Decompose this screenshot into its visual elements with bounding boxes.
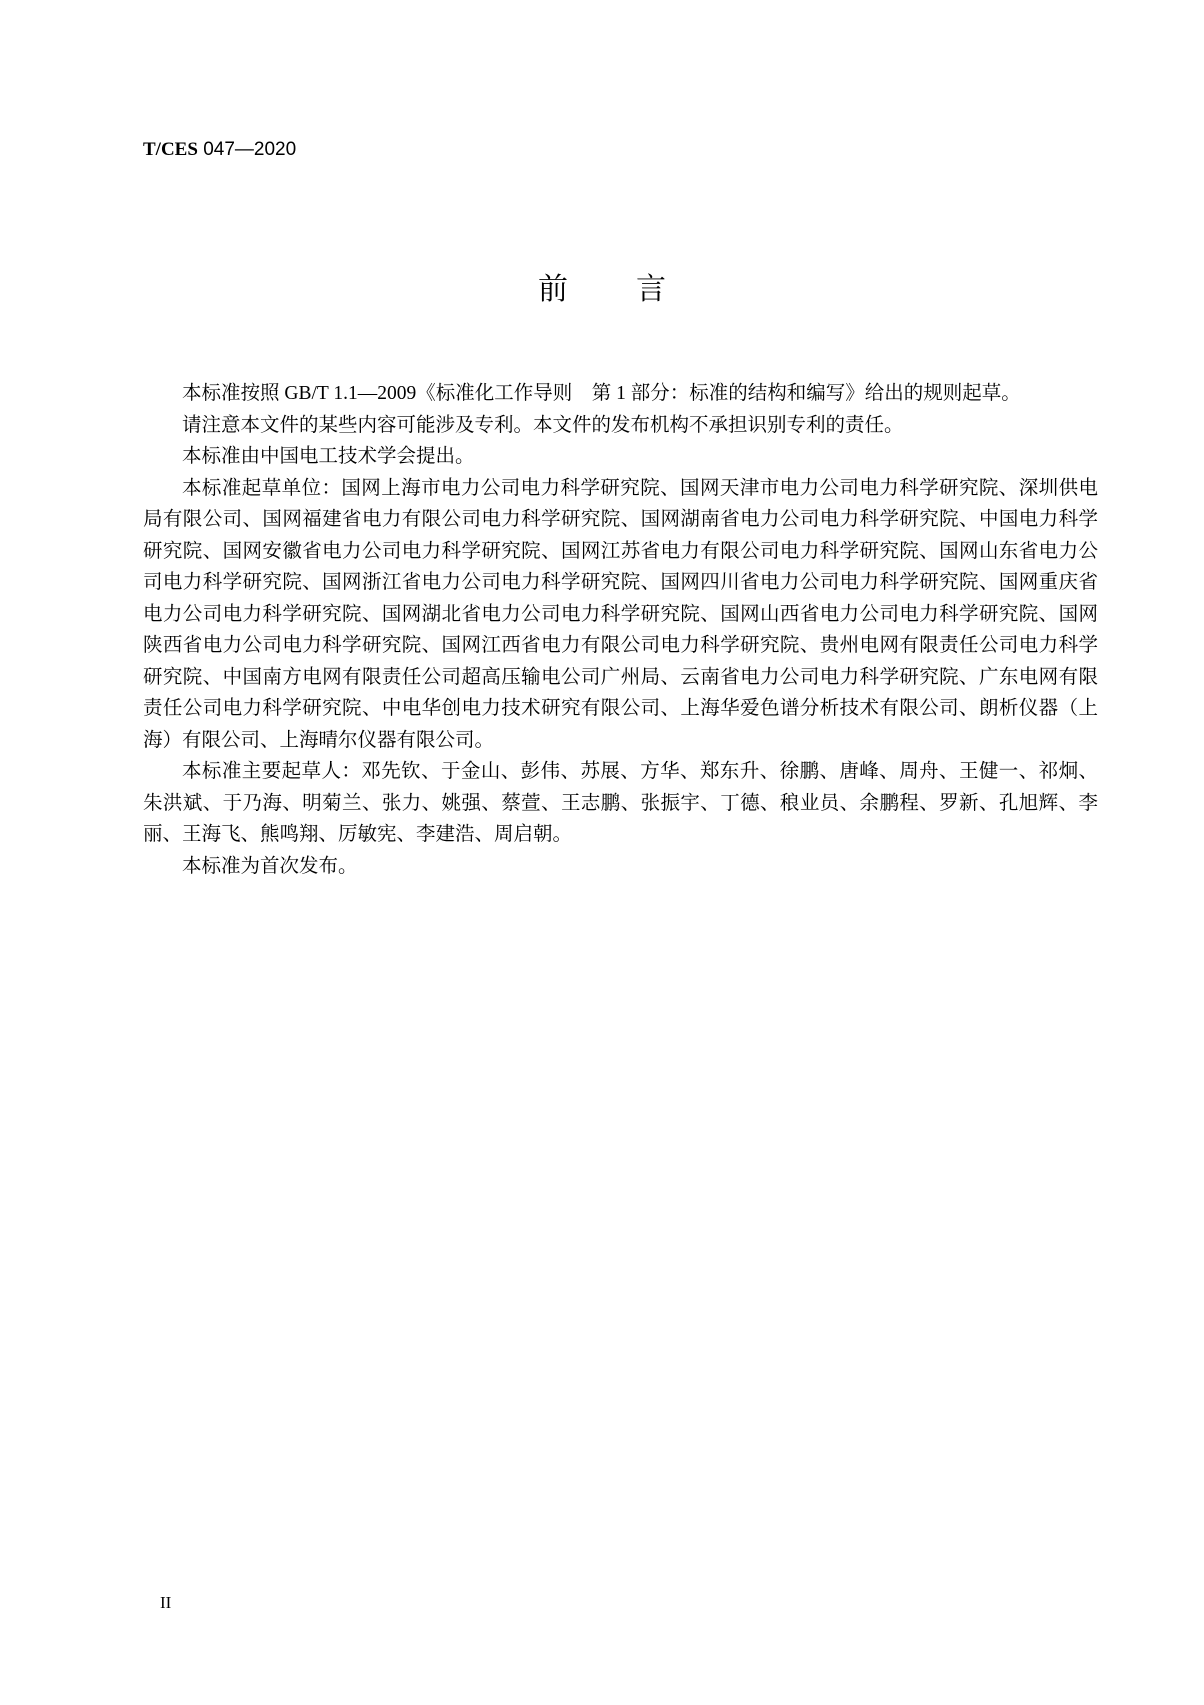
paragraph-first-release: 本标准为首次发布。 <box>182 855 358 877</box>
title-char-2: 言 <box>636 272 666 307</box>
page-number: II <box>160 1593 172 1612</box>
standard-code-header <box>143 138 296 162</box>
standard-code-prefix: T/CES <box>143 139 198 160</box>
paragraph-drafting-rules: 本标准按照 GB/T 1.1—2009《标准化工作导则 第 1 部分：标准的结构和编写》给出的规则起草。 <box>182 383 1021 404</box>
paragraph-proposer: 本标准由中国电工技术学会提出。 <box>182 446 475 467</box>
paragraph-main-drafters: 本标准主要起草人：邓先钦、于金山、彭伟、苏展、方华、郑东升、徐鹏、唐峰、周舟、王健一、祁炯、朱洪斌、于乃海、明菊兰、张力、姚强、蔡萱、王志鹏、张振宇、丁德、稂业员、余鹏程、罗新、孔旭辉、李丽、王海飞、熊鸣翔、厉敏宪、李建浩、周启朝。 <box>143 761 1098 845</box>
standard-code-number: 047—2020 <box>197 139 297 160</box>
foreword-body <box>143 378 1098 882</box>
page-title <box>0 270 1204 310</box>
paragraph-patent-notice: 请注意本文件的某些内容可能涉及专利。本文件的发布机构不承担识别专利的责任。 <box>182 414 904 436</box>
title-char-1: 前 <box>538 272 568 307</box>
paragraph-drafting-units: 本标准起草单位：国网上海市电力公司电力科学研究院、国网天津市电力公司电力科学研究院、深圳供电局有限公司、国网福建省电力有限公司电力科学研究院、国网湖南省电力公司电力科学研究院、中国电力科学研究院、国网安徽省电力公司电力科学研究院、国网江苏省电力有限公司电力科学研究院、国网山东省电力公司电力科学研究院、国网浙江省电力公司电力科学研究院、国网四川省电力公司电力科学研究院、国网重庆省电力公司电力科学研究院、国网湖北省电力公司电力科学研究院、国网山西省电力公司电力科学研究院、国网陕西省电力公司电力科学研究院、国网江西省电力有限公司电力科学研究院、贵州电网有限责任公司电力科学研究院、中国南方电网有限责任公司超高压输电公司广州局、云南省电力公司电力科学研究院、广东电网有限责任公司电力科学研究院、中电华创电力技术研究有限公司、上海华爱色谱分析技术有限公司、朗析仪器（上海）有限公司、上海晴尔仪器有限公司。 <box>143 477 1098 751</box>
